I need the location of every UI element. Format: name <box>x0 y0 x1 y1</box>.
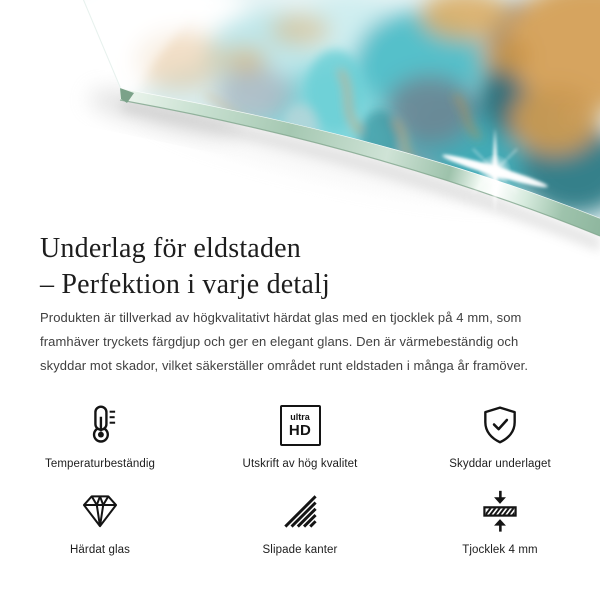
feature-grid <box>0 403 600 557</box>
product-description: Produkten är tillverkad av högkvalitativt härdat glas med en tjocklek på 4 mm, som framhäver tryckets färgdjup och ger en elegant glans. Den är värmebeständig och skyddar mot skador, vilket säkerställer området runt eldstaden i många år framöver. <box>40 310 529 373</box>
ultra-hd-text-bottom: HD <box>288 421 312 439</box>
product-hero-image <box>0 0 600 262</box>
beveled-edges-icon <box>278 489 322 533</box>
feature-label: Temperaturbeständig <box>45 458 155 470</box>
feature-polished-edges <box>200 489 400 557</box>
feature-temperature <box>0 403 200 471</box>
ultra-hd-icon <box>280 403 321 447</box>
feature-label: Utskrift av hög kvalitet <box>242 458 358 470</box>
feature-label: Tjocklek 4 mm <box>462 544 538 556</box>
ultra-hd-text-top: ultra <box>290 411 310 422</box>
feature-label: Slipade kanter <box>262 544 338 556</box>
glass-panel-render <box>0 0 600 262</box>
feature-thickness <box>400 489 600 557</box>
page-title-line2: – Perfektion i varje detalj <box>40 269 330 300</box>
thickness-icon <box>478 489 522 533</box>
feature-print-quality <box>200 403 400 471</box>
diamond-icon <box>78 489 122 533</box>
page-title-line1: Underlag för eldstaden <box>40 233 301 264</box>
feature-label: Härdat glas <box>70 544 130 556</box>
thermometer-icon <box>78 403 122 447</box>
feature-protection <box>400 403 600 471</box>
feature-tempered-glass <box>0 489 200 557</box>
feature-label: Skyddar underlaget <box>449 458 551 470</box>
page-title <box>40 231 330 303</box>
shield-check-icon <box>478 403 522 447</box>
